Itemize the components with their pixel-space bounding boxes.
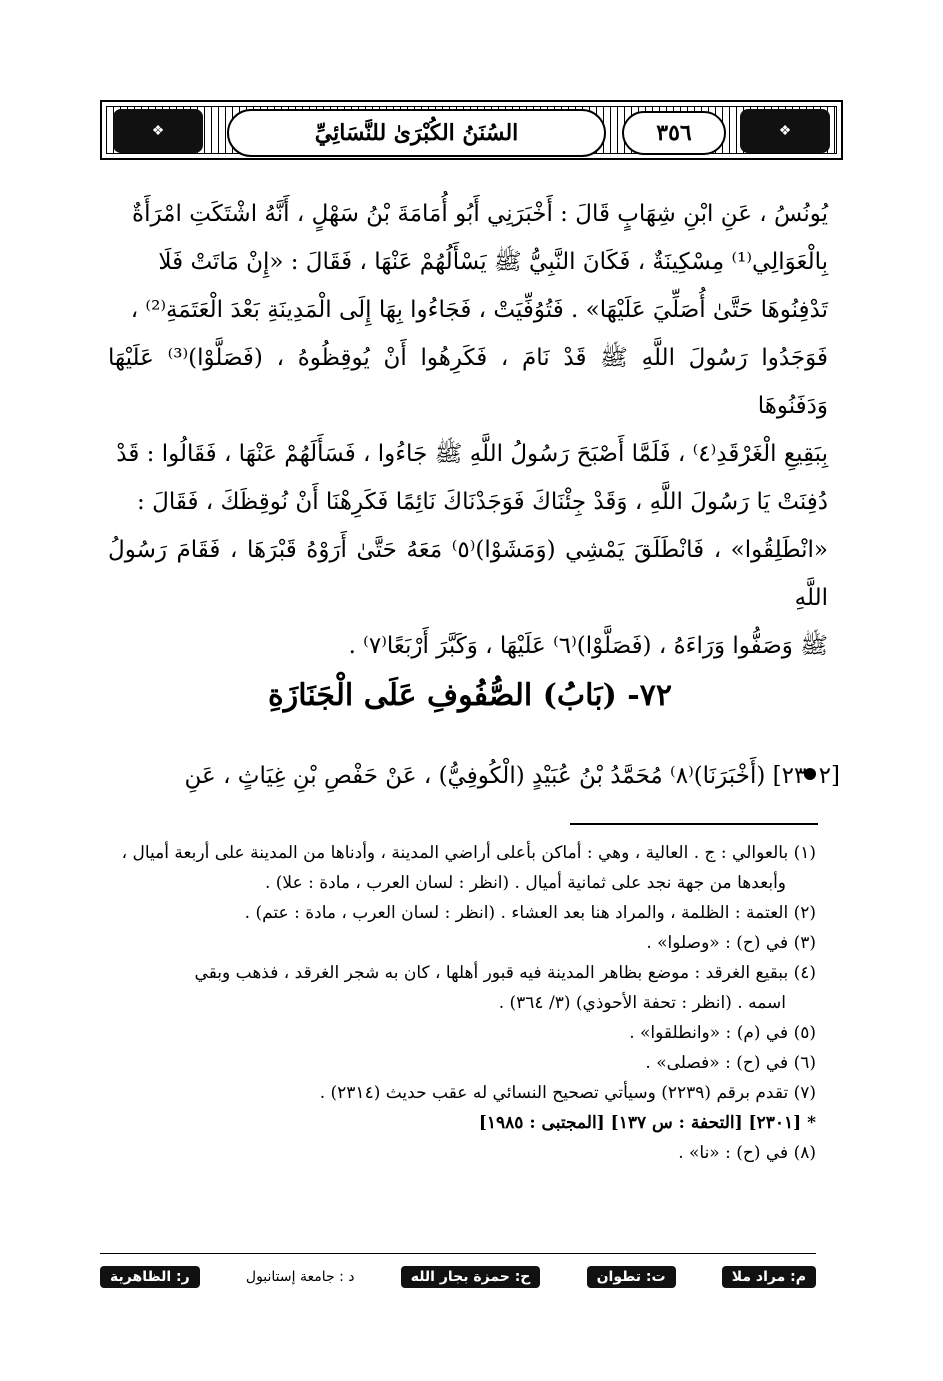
text-line: فَوَجَدُوا رَسُولَ اللَّهِ ﷺ قَدْ نَامَ ، فَكَرِهُوا أَنْ يُوقِظُوهُ ، (فَصَلَّوْا)⁽³⁾ عَلَيْهَا وَدَفَنُوهَا <box>108 345 828 419</box>
text-line: بِالْعَوَالِي⁽¹⁾ مِسْكِينَةٌ ، فَكَانَ النَّبِيُّ ﷺ يَسْأَلُهُمْ عَنْهَا ، فَقَالَ : «إِنْ مَاتَتْ فَلَا <box>158 249 828 275</box>
text-line: بِبَقِيعِ الْغَرْقَدِ⁽٤⁾ ، فَلَمَّا أَصْبَحَ رَسُولُ اللَّهِ ﷺ جَاءُوا ، فَسَأَلَهُمْ عَنْهَا ، فَقَالُوا : قَدْ <box>116 441 828 467</box>
footer-rule <box>100 1253 816 1254</box>
ornament-left-icon: ❖ <box>113 109 203 153</box>
footnote-2: (٢) العتمة : الظلمة ، والمراد هنا بعد العشاء . (انظر : لسان العرب ، مادة : عتم) . <box>244 903 816 923</box>
source-tag: ح: حمزة بجار الله <box>401 1266 541 1288</box>
manuscript-sources <box>100 1262 816 1292</box>
footnote-separator <box>570 823 818 825</box>
page-number: ٣٥٦ <box>622 111 726 155</box>
hadith-reference: * [٢٣٠١] [التحفة : س ١٣٧] [المجتبى : ١٩٨٥] <box>478 1113 816 1133</box>
book-title: السُنَنُ الكُبْرَىٰ للنَّسَائِيِّ <box>227 109 606 157</box>
text-line: ﷺ وَصَفُّوا وَرَاءَهُ ، (فَصَلَّوْا)⁽٦⁾ عَلَيْهَا ، وَكَبَّرَ أَرْبَعًا⁽٧⁾ . <box>348 633 828 659</box>
ornament-right-icon: ❖ <box>740 109 830 153</box>
text-line: دُفِنَتْ يَا رَسُولَ اللَّهِ ، وَقَدْ جِئْنَاكَ فَوَجَدْنَاكَ نَائِمًا فَكَرِهْنَا أَنْ نُوقِظَكَ ، فَقَالَ : <box>137 489 828 515</box>
footnote-1-cont: وأبعدها من جهة نجد على ثمانية أميال . (انظر : لسان العرب ، مادة : علا) . <box>264 873 786 893</box>
page-header <box>100 100 843 160</box>
footnote-6: (٦) في (ح) : «فصلى» . <box>645 1053 816 1073</box>
text-line: «انْطَلِقُوا» ، فَانْطَلَقَ يَمْشِي (وَمَشَوْا)⁽٥⁾ مَعَهُ حَتَّىٰ أَرَوْهُ قَبْرَهَا ، فَقَامَ رَسُولُ اللَّهِ <box>108 537 829 611</box>
footnotes <box>100 838 816 1168</box>
footnote-4-cont: اسمه . (انظر : تحفة الأحوذي) (٣/ ٣٦٤) . <box>498 993 786 1013</box>
footnote-7: (٧) تقدم برقم (٢٢٣٩) وسيأتي تصحيح النسائي له عقب حديث (٢٣١٤) . <box>319 1083 816 1103</box>
source-tag: م: مراد ملا <box>722 1266 816 1288</box>
source-tag: ت: تطوان <box>587 1266 676 1288</box>
source-tag: ر: الظاهرية <box>100 1266 200 1288</box>
chapter-heading: ٧٢- (بَابُ) الصُّفُوفِ عَلَى الْجَنَازَةِ <box>268 678 672 713</box>
hadith-line: [٢٣٠٢] (أَخْبَرَنَا)⁽٨⁾ مُحَمَّدُ بْنُ عُبَيْدٍ (الْكُوفِيُّ) ، عَنْ حَفْصِ بْنِ غِيَاثٍ ، عَنِ <box>184 763 840 789</box>
footnote-4: (٤) ببقيع الغرقد : موضع بظاهر المدينة فيه قبور أهلها ، كان به شجر الغرقد ، فذهب وبقي <box>194 963 816 983</box>
text-line: يُونُسُ ، عَنِ ابْنِ شِهَابٍ قَالَ : أَخْبَرَنِي أَبُو أُمَامَةَ بْنُ سَهْلٍ ، أَنَّهُ اشْتَكَتِ امْرَأَةٌ <box>132 201 828 227</box>
footnote-5: (٥) في (م) : «وانطلقوا» . <box>629 1023 816 1043</box>
footnote-8: (٨) في (ح) : «نا» . <box>678 1143 816 1163</box>
main-text <box>108 190 828 670</box>
header-border-pattern <box>106 106 837 154</box>
footnote-3: (٣) في (ح) : «وصلوا» . <box>646 933 816 953</box>
source-text: د : جامعة إستانبول <box>245 1269 355 1285</box>
text-line: تَدْفِنُوهَا حَتَّىٰ أُصَلِّيَ عَلَيْهَا» . فَتُوُفِّيَتْ ، فَجَاءُوا بِهَا إِلَى الْمَدِينَةِ بَعْدَ الْعَتَمَةِ⁽²⁾ ، <box>130 297 828 323</box>
footnote-1: (١) بالعوالي : ج . العالية ، وهي : أماكن بأعلى أراضي المدينة ، وأدناها من المدينة على أربعة أميال ، <box>121 843 816 863</box>
